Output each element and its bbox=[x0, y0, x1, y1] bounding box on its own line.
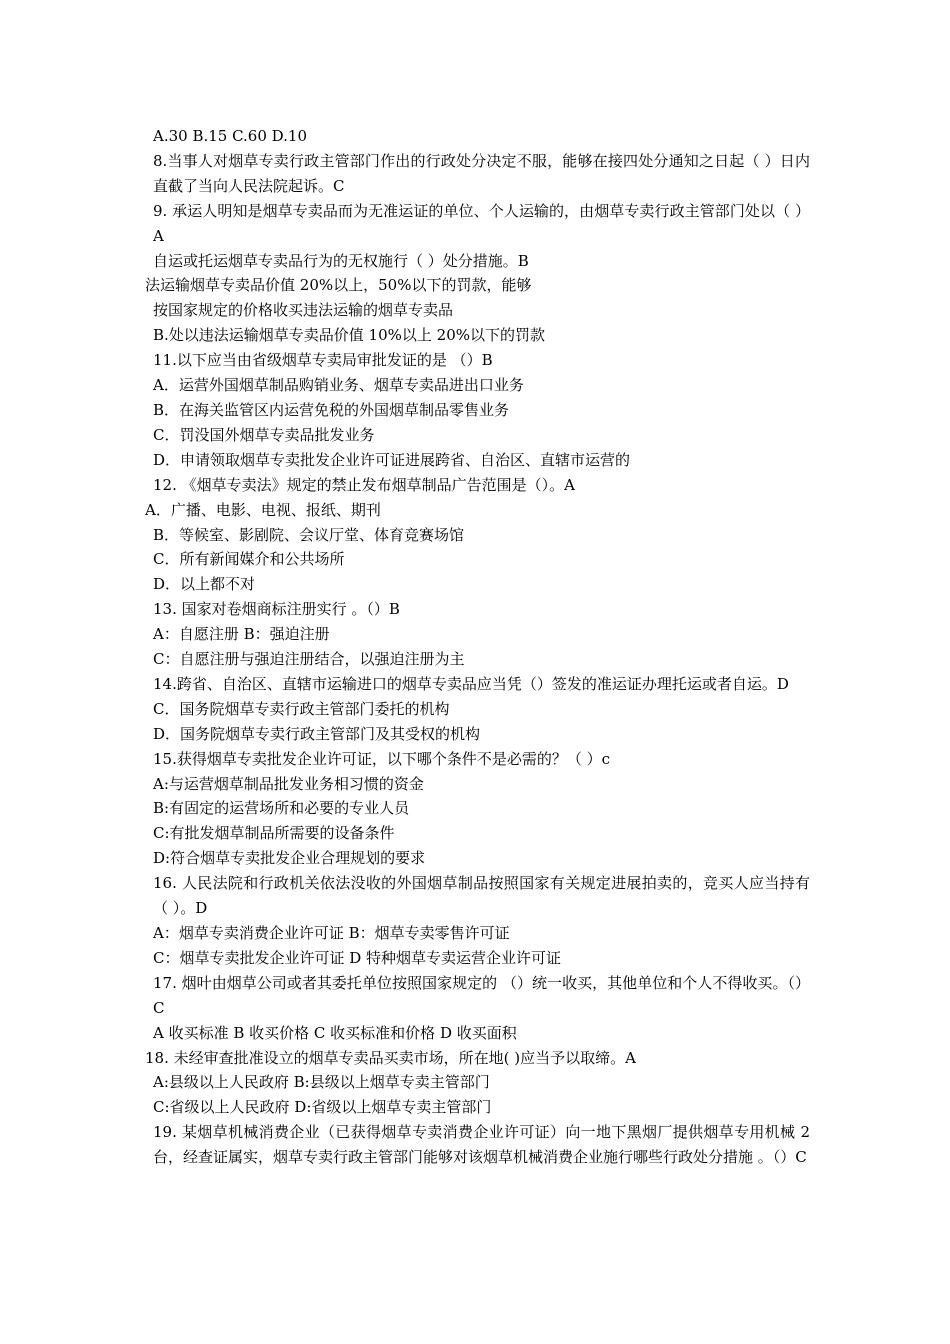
option-line: C．罚没国外烟草专卖品批发业务 bbox=[153, 425, 375, 444]
option-line: B:有固定的运营场所和必要的专业人员 bbox=[153, 799, 410, 818]
option-line: C．国务院烟草专卖行政主管部门委托的机构 bbox=[153, 699, 450, 718]
question-11: 11.以下应当由省级烟草专卖局审批发证的是 （）B bbox=[153, 351, 493, 370]
option-line: D．申请领取烟草专卖批发企业许可证进展跨省、自治区、直辖市运营的 bbox=[153, 450, 631, 469]
question-13: 13. 国家对卷烟商标注册实行 。（）B bbox=[153, 600, 400, 619]
option-line: B．等候室、影剧院、会议厅堂、体育竞赛场馆 bbox=[153, 525, 465, 544]
document-body bbox=[145, 124, 810, 1170]
option-line: D:符合烟草专卖批发企业合理规划的要求 bbox=[153, 849, 426, 868]
option-line: D．国务院烟草专卖行政主管部门及其受权的机构 bbox=[153, 724, 481, 743]
option-line: C：自愿注册与强迫注册结合，以强迫注册为主 bbox=[153, 650, 465, 669]
option-line: A．广播、电影、电视、报纸、期刊 bbox=[145, 500, 381, 519]
option-line: A:县级以上人民政府 B:县级以上烟草专卖主管部门 bbox=[153, 1073, 490, 1092]
option-line: C：烟草专卖批发企业许可证 D 特种烟草专卖运营企业许可证 bbox=[153, 948, 562, 967]
option-line: A：自愿注册 B：强迫注册 bbox=[153, 625, 330, 644]
question-10-fragment: 自运或托运烟草专卖品行为的无权施行（ ）处分措施。B bbox=[153, 251, 529, 270]
option-line: A：烟草专卖消费企业许可证 B：烟草专卖零售许可证 bbox=[153, 924, 510, 942]
question-8: 8.当事人对烟草专卖行政主管部门作出的行政处分决定不服，能够在接四处分通知之日起（ ）日内直截了当向人民法院起诉。C bbox=[153, 151, 810, 195]
question-15: 15.获得烟草专卖批发企业许可证，以下哪个条件不是必需的？（ ）c bbox=[153, 749, 611, 768]
option-line: 按国家规定的价格收买违法运输的烟草专卖品 bbox=[153, 301, 454, 320]
option-line: A 收买标准 B 收买价格 C 收买标准和价格 D 收买面积 bbox=[153, 1023, 517, 1042]
question-18: 18. 未经审查批准设立的烟草专卖品买卖市场，所在地( )应当予以取缔。A bbox=[145, 1048, 636, 1067]
option-line: C．所有新闻媒介和公共场所 bbox=[153, 550, 345, 569]
option-line: C:省级以上人民政府 D:省级以上烟草专卖主管部门 bbox=[153, 1098, 492, 1117]
option-line: D．以上都不对 bbox=[153, 575, 256, 594]
question-14: 14.跨省、自治区、直辖市运输进口的烟草专卖品应当凭（）签发的准运证办理托运或者自运。D bbox=[153, 674, 789, 693]
option-line: B．在海关监管区内运营免税的外国烟草制品零售业务 bbox=[153, 400, 510, 419]
question-12: 12. 《烟草专卖法》规定的禁止发布烟草制品广告范围是（）。A bbox=[153, 475, 575, 494]
option-line: 法运输烟草专卖品价值 20%以上，50%以下的罚款，能够 bbox=[145, 276, 532, 295]
option-line: A．运营外国烟草制品购销业务、烟草专卖品进出口业务 bbox=[153, 376, 524, 395]
question-19: 19. 某烟草机械消费企业（已获得烟草专卖消费企业许可证）向一地下黑烟厂提供烟草专用机械 2 台，经查证属实，烟草专卖行政主管部门能够对该烟草机械消费企业施行哪些行政处分措施 。（）C bbox=[153, 1123, 810, 1167]
question-9: 9. 承运人明知是烟草专卖品而为无准运证的单位、个人运输的，由烟草专卖行政主管部门处以（ ）A bbox=[153, 201, 810, 245]
answer-options-line: A.30 B.15 C.60 D.10 bbox=[153, 127, 308, 145]
option-line: A:与运营烟草制品批发业务相习惯的资金 bbox=[153, 774, 424, 793]
question-17: 17. 烟叶由烟草公司或者其委托单位按照国家规定的 （）统一收买，其他单位和个人不得收买。（）C bbox=[153, 973, 810, 1017]
option-line: B.处以违法运输烟草专卖品价值 10%以上 20%以下的罚款 bbox=[153, 326, 546, 345]
option-line: C:有批发烟草制品所需要的设备条件 bbox=[153, 824, 395, 843]
question-16: 16. 人民法院和行政机关依法没收的外国烟草制品按照国家有关规定进展拍卖的，竞买人应当持有（ ）。D bbox=[153, 874, 810, 918]
